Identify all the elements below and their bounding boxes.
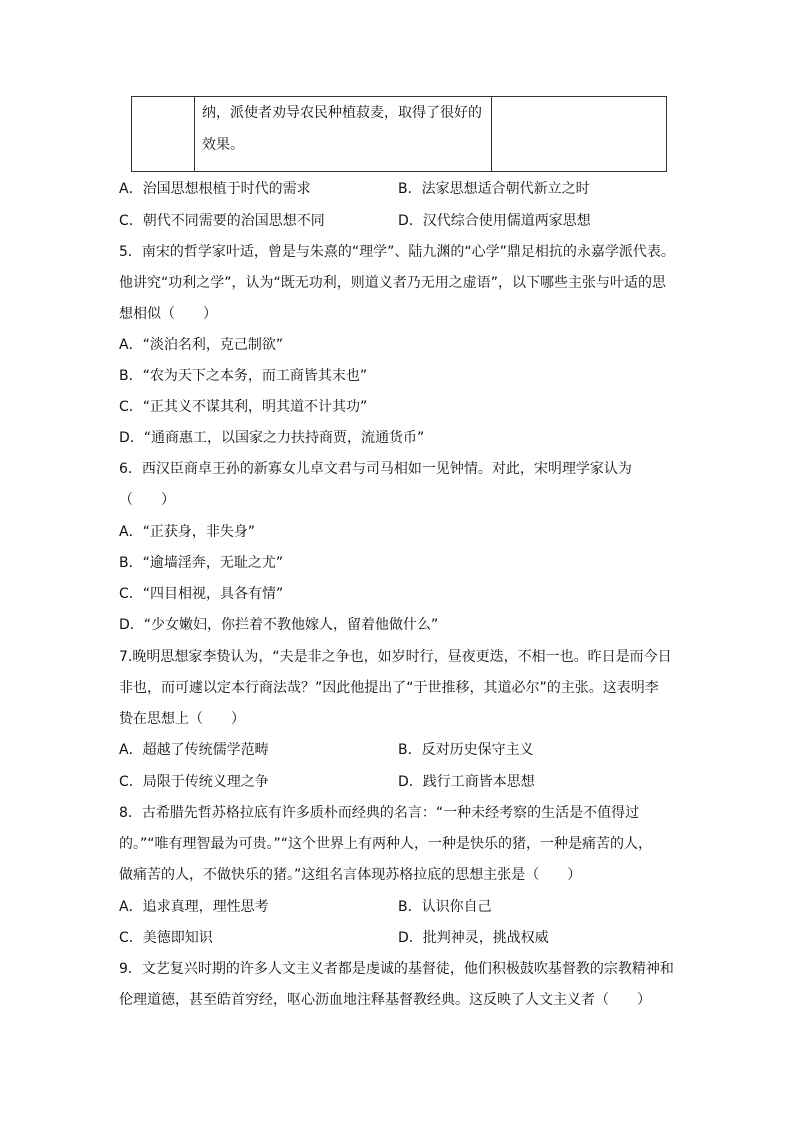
q6-option-c: C．“四目相视，具各有情” (119, 586, 284, 602)
q5-stem-line: 想相似（ ） (119, 306, 217, 322)
table-cell-line: 效果。 (202, 137, 244, 153)
q8-stem-line: 8．古希腊先哲苏格拉底有许多质朴而经典的名言：“一种未经考察的生活是不值得过 (119, 805, 640, 821)
q4-option-d: D．汉代综合使用儒道两家思想 (398, 213, 591, 229)
q9-stem-line: 9．文艺复兴时期的许多人文主义者都是虔诚的基督徒，他们积极鼓吹基督教的宗教精神和 (119, 961, 674, 977)
q7-option-b: B．反对历史保守主义 (398, 742, 534, 758)
q7-option-a: A．超越了传统儒学范畴 (119, 742, 269, 758)
q5-option-b: B．“农为天下之本务，而工商皆其末也” (119, 368, 368, 384)
q6-option-d: D．“少女嫩妇，你拦着不教他嫁人，留着他做什么” (119, 617, 439, 633)
table-cell-empty (492, 97, 667, 172)
table-cell-empty (132, 97, 195, 172)
q5-stem-line: 他讲究“功利之学”，认为“既无功利，则道义者乃无用之虚语”，以下哪些主张与叶适的思 (119, 275, 667, 291)
q8-option-b: B．认识你自己 (398, 899, 492, 915)
q7-stem-line: 7.晚明思想家李贽认为，“夫是非之争也，如岁时行，昼夜更迭，不相一也。昨日是而今日 (119, 649, 672, 665)
q7-option-d: D．践行工商皆本思想 (398, 774, 535, 790)
q8-option-c: C．美德即知识 (119, 930, 213, 946)
q5-option-d: D．“通商惠工，以国家之力扶持商贾，流通货币” (119, 430, 425, 446)
q5-option-a: A．“淡泊名利，克己制欲” (119, 337, 284, 353)
continued-table (131, 96, 667, 172)
q7-stem-line: 贽在思想上（ ） (119, 711, 245, 727)
q8-stem-line: 的。”“唯有理智最为可贵。”“这个世界上有两种人，一种是快乐的猪，一种是痛苦的人， (119, 836, 653, 852)
q7-stem-line: 非也，而可遽以定本行商法哉？”因此他提出了“于世推移，其道必尔”的主张。这表明李 (119, 680, 659, 696)
q4-option-a: A．治国思想根植于时代的需求 (119, 181, 311, 197)
q8-option-a: A．追求真理，理性思考 (119, 899, 269, 915)
q8-stem-line: 做痛苦的人，不做快乐的猪。”这组名言体现苏格拉底的思想主张是（ ） (119, 867, 582, 883)
q5-option-c: C．“正其义不谋其利，明其道不计其功” (119, 399, 368, 415)
q8-option-d: D．批判神灵，挑战权威 (398, 930, 549, 946)
q7-option-c: C．局限于传统义理之争 (119, 774, 269, 790)
table-row (132, 97, 667, 172)
q4-option-b: B．法家思想适合朝代新立之时 (398, 181, 590, 197)
q4-option-c: C．朝代不同需要的治国思想不同 (119, 213, 325, 229)
q6-option-a: A．“正获身，非失身” (119, 524, 256, 540)
table-cell-line: 纳，派使者劝导农民种植菽麦，取得了很好的 (202, 105, 482, 121)
q6-option-b: B．“逾墙淫奔，无耻之尤” (119, 555, 284, 571)
q5-stem-line: 5．南宋的哲学家叶适，曾是与朱熹的“理学”、陆九渊的“心学”鼎足相抗的永嘉学派代表。 (119, 244, 675, 260)
q6-stem-line: 6．西汉臣商卓王孙的新寡女儿卓文君与司马相如一见钟情。对此，宋明理学家认为 (119, 461, 632, 477)
q6-stem-line: （ ） (119, 492, 175, 508)
q9-stem-line: 伦理道德，甚至皓首穷经，呕心沥血地注释基督教经典。这反映了人文主义者（ ） (119, 992, 651, 1008)
table-cell-text (195, 97, 492, 172)
